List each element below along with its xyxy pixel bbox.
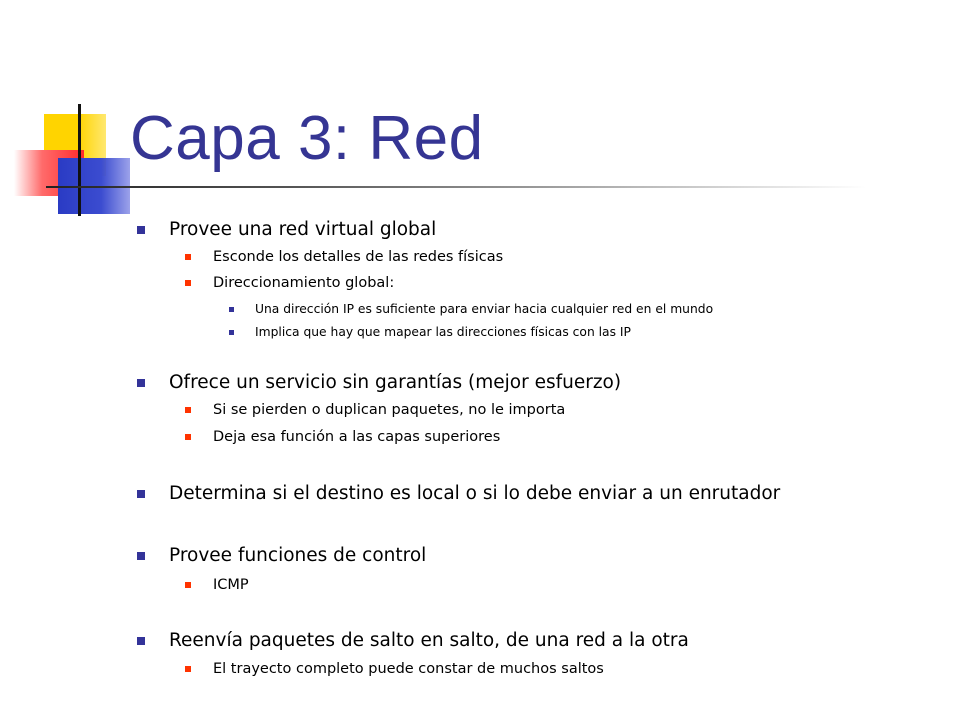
square-bullet-icon <box>137 552 145 560</box>
bullet-text: Provee funciones de control <box>169 545 427 566</box>
bullet-1-1 <box>185 249 503 265</box>
bullet-text: Deja esa función a las capas superiores <box>213 429 501 445</box>
bullet-1 <box>137 219 436 240</box>
title-underline <box>46 186 866 188</box>
square-bullet-icon <box>185 254 191 260</box>
bullet-text: Ofrece un servicio sin garantías (mejor esfuerzo) <box>169 372 622 393</box>
slide-title: Capa 3: Red <box>130 104 484 173</box>
bullet-4 <box>137 545 426 566</box>
bullet-2-1 <box>185 402 565 418</box>
square-bullet-icon <box>137 226 145 234</box>
bullet-3 <box>137 483 780 504</box>
bullet-text: Esconde los detalles de las redes físicas <box>213 249 504 265</box>
bullet-text: Si se pierden o duplican paquetes, no le importa <box>213 402 566 418</box>
square-bullet-icon <box>229 330 234 335</box>
bullet-2-2 <box>185 429 500 445</box>
square-bullet-icon <box>137 379 145 387</box>
bullet-1-2-1 <box>229 302 713 316</box>
square-bullet-icon <box>137 490 145 498</box>
bullet-text: Provee una red virtual global <box>169 219 437 240</box>
bullet-2 <box>137 372 621 393</box>
bullet-1-2 <box>185 275 394 291</box>
bullet-text: ICMP <box>213 577 249 593</box>
bullet-text: Implica que hay que mapear las direcciones físicas con las IP <box>255 325 631 339</box>
bullet-1-2-2 <box>229 325 631 339</box>
square-bullet-icon <box>137 637 145 645</box>
square-bullet-icon <box>185 666 191 672</box>
square-bullet-icon <box>185 582 191 588</box>
bullet-5-1 <box>185 661 604 677</box>
square-bullet-icon <box>185 434 191 440</box>
square-bullet-icon <box>185 407 191 413</box>
bullet-text: Una dirección IP es suficiente para enviar hacia cualquier red en el mundo <box>255 302 714 316</box>
bullet-text: Direccionamiento global: <box>213 275 395 291</box>
bullet-text: Determina si el destino es local o si lo debe enviar a un enrutador <box>169 483 781 504</box>
bullet-4-1 <box>185 577 249 593</box>
bullet-text: Reenvía paquetes de salto en salto, de una red a la otra <box>169 630 689 651</box>
bullet-5 <box>137 630 689 651</box>
square-bullet-icon <box>185 280 191 286</box>
bullet-text: El trayecto completo puede constar de muchos saltos <box>213 661 604 677</box>
decor-vertical-line <box>78 104 81 216</box>
square-bullet-icon <box>229 307 234 312</box>
